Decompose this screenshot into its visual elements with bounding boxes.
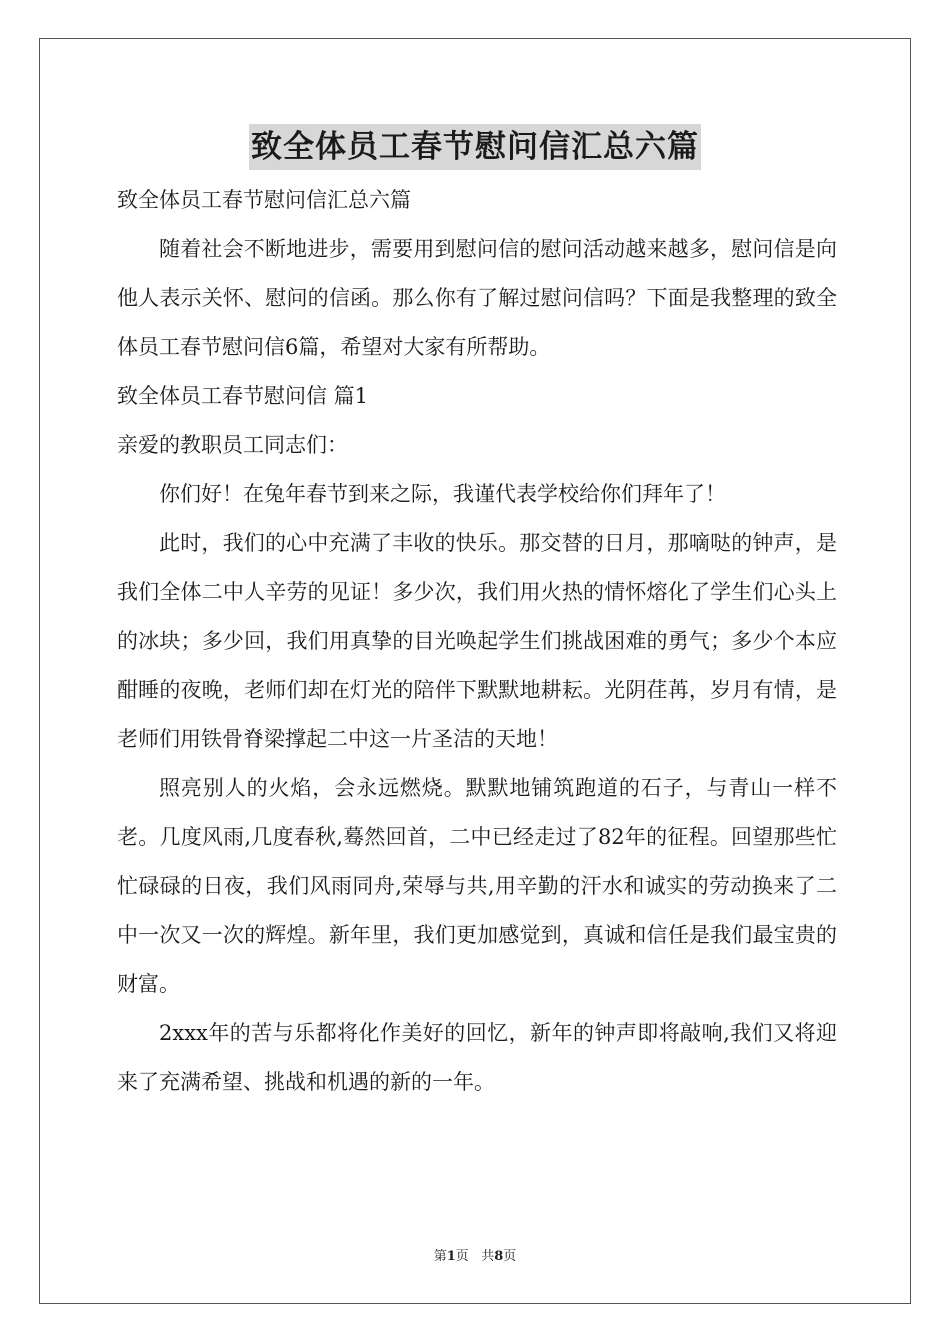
intro-paragraph: 随着社会不断地进步，需要用到慰问信的慰问活动越来越多，慰问信是向他人表示关怀、慰问的信函。那么你有了解过慰问信吗？下面是我整理的致全体员工春节慰问信6篇，希望对大家有所帮助。 <box>117 237 837 359</box>
document-body <box>117 176 837 1107</box>
body-paragraph-4: 2xxx年的苦与乐都将化作美好的回忆，新年的钟声即将敲响,我们又将迎来了充满希望、挑战和机遇的新的一年。 <box>117 1021 837 1094</box>
body-paragraph-1: 你们好！在兔年春节到来之际，我谨代表学校给你们拜年了！ <box>159 482 726 506</box>
body-paragraph-2: 此时，我们的心中充满了丰收的快乐。那交替的日月，那嘀哒的钟声，是我们全体二中人辛劳的见证！多少次，我们用火热的情怀熔化了学生们心头上的冰块；多少回，我们用真挚的目光唤起学生们挑战困难的勇气；多少个本应酣睡的夜晚，老师们却在灯光的陪伴下默默地耕耘。光阴荏苒，岁月有情，是老师们用铁骨脊梁撑起二中这一片圣洁的天地！ <box>117 531 837 751</box>
document-title: 致全体员工春节慰问信汇总六篇 <box>249 124 701 170</box>
document-subtitle: 致全体员工春节慰问信汇总六篇 <box>117 188 411 212</box>
footer-total-prefix: 共 <box>481 1249 495 1264</box>
page-footer <box>0 1248 950 1266</box>
current-page-number: 1 <box>446 1249 456 1264</box>
title-container <box>0 124 950 170</box>
footer-page-suffix: 页 <box>455 1249 469 1264</box>
section-heading: 致全体员工春节慰问信 篇1 <box>117 384 369 408</box>
salutation: 亲爱的教职员工同志们： <box>117 433 348 457</box>
footer-total-suffix: 页 <box>503 1249 517 1264</box>
footer-prefix: 第 <box>433 1249 447 1264</box>
body-paragraph-3: 照亮别人的火焰，会永远燃烧。默默地铺筑跑道的石子，与青山一样不老。几度风雨,几度春秋,蓦然回首，二中已经走过了82年的征程。回望那些忙忙碌碌的日夜，我们风雨同舟,荣辱与共,用辛勤的汗水和诚实的劳动换来了二中一次又一次的辉煌。新年里，我们更加感觉到，真诚和信任是我们最宝贵的财富。 <box>117 776 837 996</box>
total-page-number: 8 <box>494 1249 504 1264</box>
